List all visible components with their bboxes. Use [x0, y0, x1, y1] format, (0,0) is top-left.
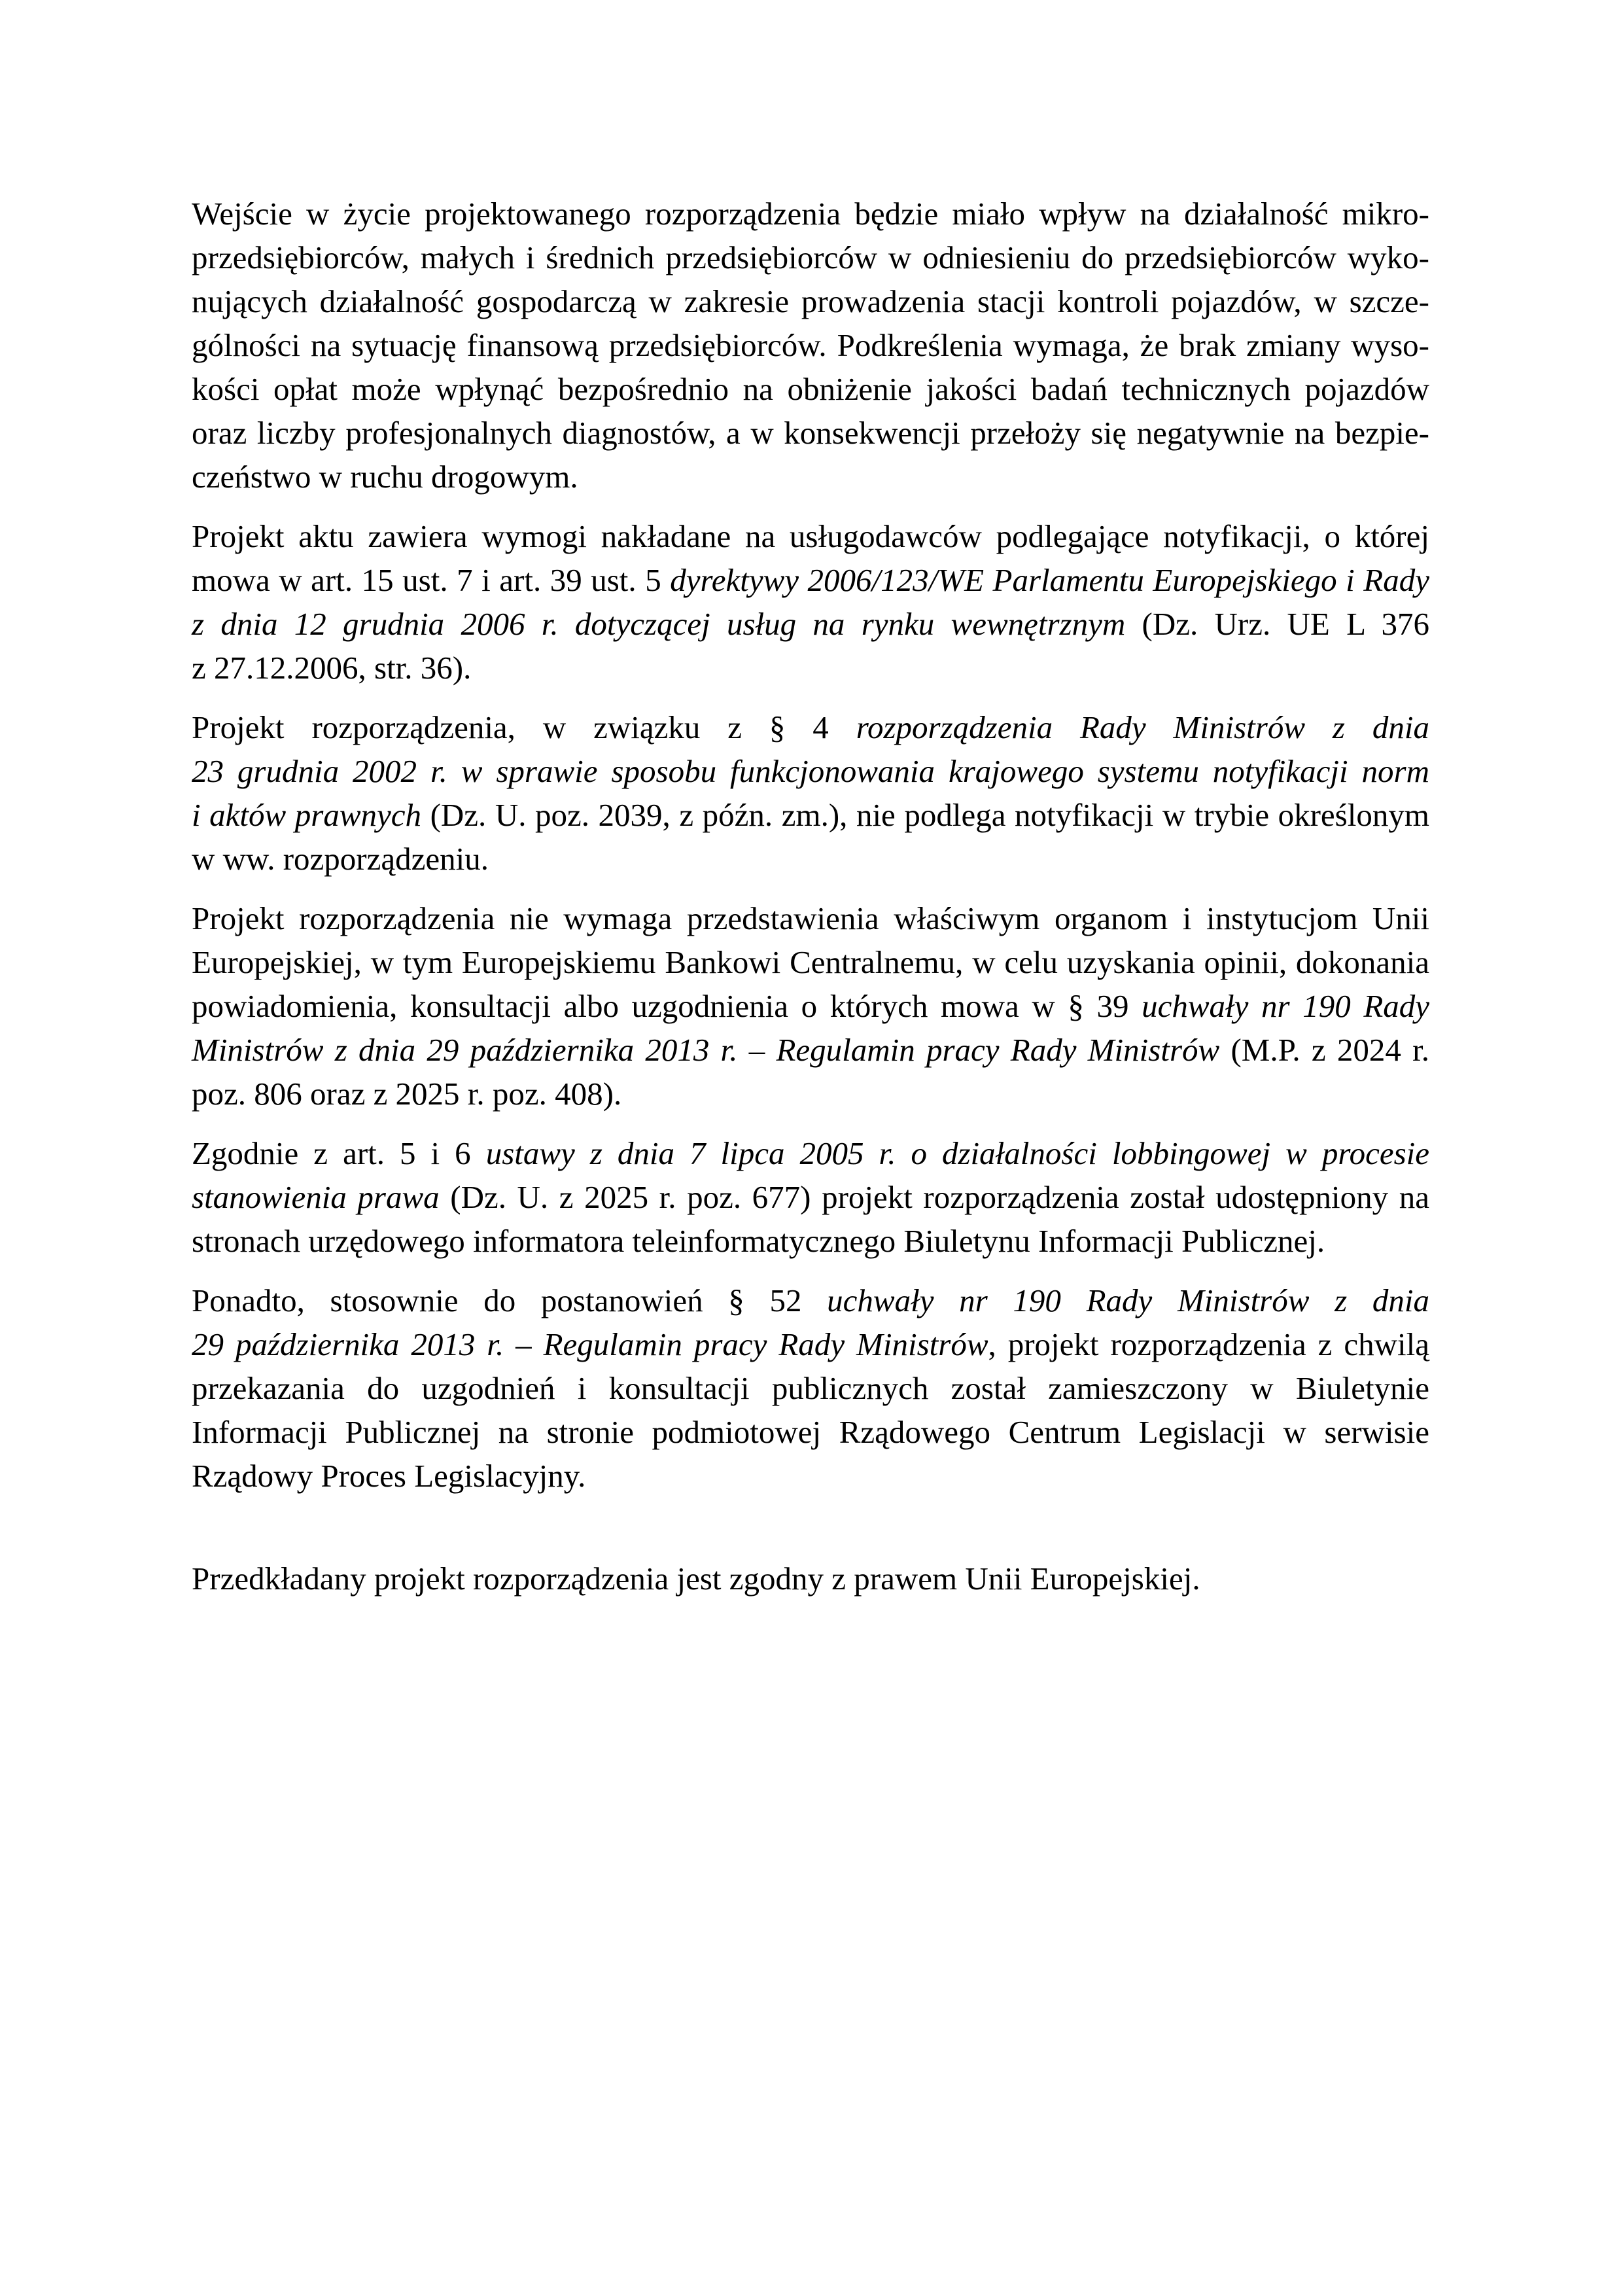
italic-text-run: uchwały nr 190 Rady	[1142, 988, 1429, 1024]
text-line	[192, 1175, 1429, 1219]
text-run: Zgodnie z art. 5 i 6	[192, 1135, 486, 1171]
text-run: czeństwo w ruchu drogowym.	[192, 459, 578, 495]
text-line	[192, 705, 1429, 749]
text-line	[192, 1279, 1429, 1322]
text-line	[192, 1410, 1429, 1454]
text-line	[192, 279, 1429, 323]
italic-text-run: dyrektywy 2006/123/WE Parlamentu Europejskiego i Rady	[670, 562, 1429, 598]
text-run: (Dz. U. z 2025 r. poz. 677) projekt rozporządzenia został udostępniony na	[439, 1179, 1429, 1215]
text-run: Projekt aktu zawiera wymogi nakładane na usługodawców podlegające notyfikacji, o której	[192, 518, 1429, 554]
text-run: Europejskiej, w tym Europejskiemu Bankowi Centralnemu, w celu uzyskania opinii, dokonania	[192, 944, 1429, 980]
italic-text-run: z dnia 12 grudnia 2006 r. dotyczącej usług na rynku wewnętrznym	[192, 606, 1126, 642]
text-line	[192, 1028, 1429, 1072]
text-run: Projekt rozporządzenia nie wymaga przedstawienia właściwym organom i instytucjom Unii	[192, 900, 1429, 936]
text-run: mowa w art. 15 ust. 7 i art. 39 ust. 5	[192, 562, 671, 598]
text-line	[192, 1366, 1429, 1410]
paragraph-4	[192, 896, 1429, 1116]
italic-text-run: i aktów prawnych	[192, 797, 422, 833]
text-run: (Dz. Urz. UE L 376	[1125, 606, 1429, 642]
paragraph-1	[192, 192, 1429, 499]
text-run: kości opłat może wpłynąć bezpośrednio na obniżenie jakości badań technicznych pojazdów	[192, 371, 1429, 407]
text-line	[192, 514, 1429, 558]
text-run: Przedkładany projekt rozporządzenia jest zgodny z prawem Unii Europejskiej.	[192, 1561, 1200, 1597]
text-line	[192, 411, 1429, 455]
text-line	[192, 749, 1429, 793]
paragraph-7	[192, 1557, 1429, 1600]
text-line	[192, 1131, 1429, 1175]
text-line	[192, 1454, 1429, 1498]
text-run: nujących działalność gospodarczą w zakresie prowadzenia stacji kontroli pojazdów, w szcze-	[192, 283, 1429, 319]
italic-text-run: stanowienia prawa	[192, 1179, 440, 1215]
text-line	[192, 323, 1429, 367]
text-line	[192, 367, 1429, 411]
italic-text-run: 29 października 2013 r. – Regulamin pracy Rady Ministrów	[192, 1326, 988, 1362]
italic-text-run: Ministrów z dnia 29 października 2013 r. – Regulamin pracy Rady Ministrów	[192, 1032, 1220, 1068]
text-line	[192, 940, 1429, 984]
text-run: Informacji Publicznej na stronie podmiotowej Rządowego Centrum Legislacji w serwisie	[192, 1414, 1429, 1450]
italic-text-run: uchwały nr 190 Rady Ministrów z dnia	[827, 1282, 1429, 1318]
text-run: stronach urzędowego informatora teleinformatycznego Biuletynu Informacji Publicznej.	[192, 1223, 1325, 1259]
text-run: poz. 806 oraz z 2025 r. poz. 408).	[192, 1076, 622, 1112]
text-line	[192, 602, 1429, 646]
text-line	[192, 793, 1429, 837]
italic-text-run: rozporządzenia Rady Ministrów z dnia	[856, 709, 1429, 745]
paragraph-6	[192, 1279, 1429, 1498]
text-line	[192, 192, 1429, 236]
italic-text-run: ustawy z dnia 7 lipca 2005 r. o działalności lobbingowej w procesie	[485, 1135, 1429, 1171]
text-run: Projekt rozporządzenia, w związku z § 4	[192, 709, 856, 745]
text-run: Ponadto, stosownie do postanowień § 52	[192, 1282, 828, 1318]
text-run: w ww. rozporządzeniu.	[192, 841, 489, 877]
text-run: , projekt rozporządzenia z chwilą	[988, 1326, 1429, 1362]
text-run: Rządowy Proces Legislacyjny.	[192, 1458, 586, 1494]
text-line	[192, 455, 1429, 499]
text-line	[192, 984, 1429, 1028]
text-run: (Dz. U. poz. 2039, z późn. zm.), nie podlega notyfikacji w trybie określonym	[421, 797, 1429, 833]
text-run: Wejście w życie projektowanego rozporządzenia będzie miało wpływ na działalność mikro-	[192, 196, 1429, 232]
document-body	[192, 192, 1429, 1600]
text-line	[192, 1322, 1429, 1366]
paragraph-5	[192, 1131, 1429, 1263]
paragraph-3	[192, 705, 1429, 881]
text-run: przedsiębiorców, małych i średnich przedsiębiorców w odniesieniu do przedsiębiorców wyko-	[192, 239, 1429, 275]
text-line	[192, 837, 1429, 881]
paragraph-2	[192, 514, 1429, 690]
italic-text-run: 23 grudnia 2002 r. w sprawie sposobu funkcjonowania krajowego systemu notyfikacji norm	[192, 753, 1429, 789]
text-run: z 27.12.2006, str. 36).	[192, 650, 472, 686]
text-line	[192, 896, 1429, 940]
text-line	[192, 236, 1429, 279]
text-line	[192, 1072, 1429, 1116]
text-run: gólności na sytuację finansową przedsiębiorców. Podkreślenia wymaga, że brak zmiany wyso-	[192, 327, 1429, 363]
text-run: powiadomienia, konsultacji albo uzgodnienia o których mowa w § 39	[192, 988, 1142, 1024]
text-line	[192, 558, 1429, 602]
text-run: oraz liczby profesjonalnych diagnostów, a w konsekwencji przełoży się negatywnie na bezpie-	[192, 415, 1429, 451]
text-line	[192, 1557, 1429, 1600]
text-run: przekazania do uzgodnień i konsultacji publicznych został zamieszczony w Biuletynie	[192, 1370, 1429, 1406]
text-line	[192, 646, 1429, 690]
text-line	[192, 1219, 1429, 1263]
text-run: (M.P. z 2024 r.	[1219, 1032, 1430, 1068]
